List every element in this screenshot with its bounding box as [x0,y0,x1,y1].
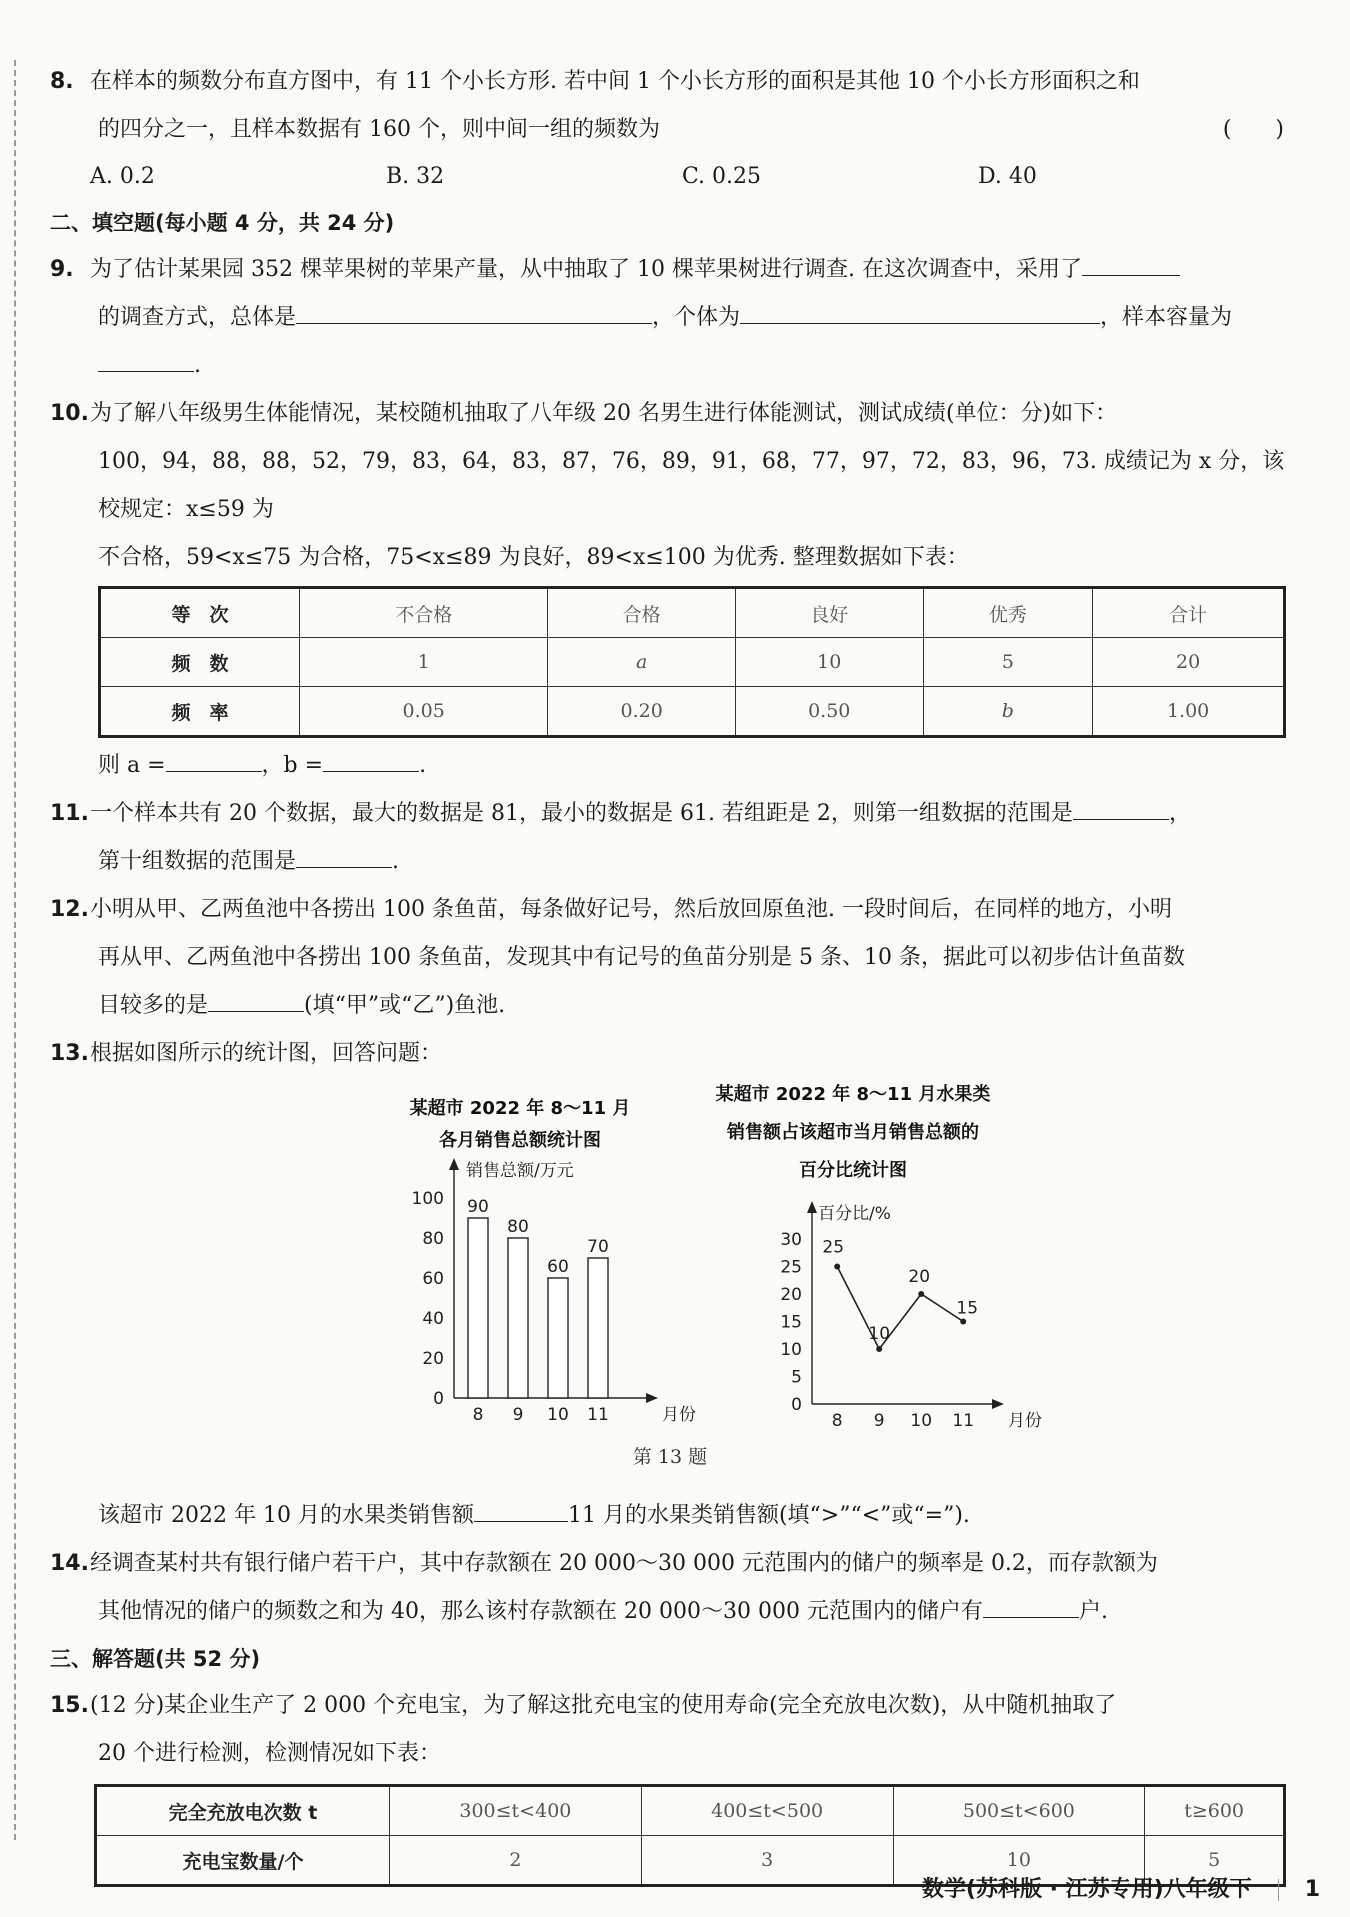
question-number: 15. [50,1693,89,1718]
data-point [918,1291,924,1297]
answer-blank[interactable] [1073,795,1169,820]
question-13 [50,1030,1290,1078]
table-cell: 合格 [548,588,736,638]
footer-subject: 数学(苏科版 · 江苏专用)八年级下 [921,1877,1252,1902]
bar-chart [370,1078,696,1458]
question-number: 14. [50,1551,89,1576]
table-cell: 300≤t<400 [390,1786,642,1836]
x-tick-label: 11 [587,1405,609,1425]
y-axis-arrow [807,1201,817,1213]
question-text: 一个样本共有 20 个数据，最大的数据是 81，最小的数据是 61. 若组距是 2，则第一组数据的范围是 [90,801,1073,826]
question-text: 第十组数据的范围是 [98,849,297,874]
question-text: 的调查方式，总体是 [98,305,297,330]
question-11-line2 [50,838,1290,886]
series-line [837,1267,963,1350]
question-text: 为了解八年级男生体能情况，某校随机抽取了八年级 20 名男生进行体能测试，测试成绩(单位：分)如下： [90,401,1118,426]
table-cell: 5 [1145,1836,1285,1886]
answer-blank[interactable] [208,987,304,1012]
question-14 [50,1540,1290,1588]
choice-options [50,154,1290,200]
bar [508,1238,528,1398]
question-11 [50,790,1290,838]
question-10-answer-line [50,742,1290,790]
question-text: (填“甲”或“乙”)鱼池. [304,993,506,1018]
data-label: 10 [868,1324,891,1344]
question-text: 小明从甲、乙两鱼池中各捞出 100 条鱼苗，每条做好记号，然后放回原鱼池. 一段时间后，在同样的地方，小明 [90,897,1172,922]
question-number: 11. [50,801,89,826]
answer-blank[interactable] [474,1497,568,1522]
table-header-row [96,1786,1285,1836]
y-tick-label: 10 [780,1340,802,1360]
table-cell: 20 [1093,638,1285,687]
y-tick-label: 30 [780,1230,802,1250]
question-9-line3 [50,342,1290,390]
question-text: 该超市 2022 年 10 月的水果类销售额 [98,1503,474,1528]
chart-title: 某超市 2022 年 8～11 月 [409,1098,631,1119]
table-cell: 400≤t<500 [641,1786,893,1836]
x-axis-label: 月份 [662,1405,696,1425]
question-number: 9. [50,257,74,282]
table-cell: 5 [923,638,1093,687]
table-cell: 等 次 [100,588,300,638]
y-tick-label: 80 [422,1229,444,1249]
section-heading: 三、解答题(共 52 分) [50,1647,261,1671]
table-cell: 优秀 [923,588,1093,638]
table-cell: 完全充放电次数 t [96,1786,390,1836]
question-text: ，b = [261,753,324,778]
x-axis-arrow [992,1399,1004,1409]
line-chart [698,1064,1042,1464]
y-tick-label: 15 [780,1312,802,1333]
question-number: 12. [50,897,89,922]
table-cell: 1 [300,638,548,687]
y-tick-label: 40 [422,1309,444,1329]
table-cell: 0.05 [300,687,548,737]
option-b: B. 32 [386,164,445,189]
question-text: 的四分之一，且样本数据有 160 个，则中间一组的频数为 [98,117,660,142]
question-number: 10. [50,401,89,426]
answer-blank[interactable] [1082,251,1180,276]
binding-rule [14,60,16,1840]
data-label: 80 [507,1217,529,1237]
data-label: 90 [467,1197,489,1217]
option-d: D. 40 [978,164,1037,189]
data-label: 25 [822,1237,845,1258]
question-12 [50,886,1290,934]
table-cell: 10 [893,1836,1145,1886]
question-text: ，样本容量为 [1100,305,1233,330]
chart-title: 各月销售总额统计图 [439,1130,601,1151]
question-text: 在样本的频数分布直方图中，有 11 个小长方形. 若中间 1 个小长方形的面积是其他 10 个小长方形面积之和 [90,69,1140,94]
bar [468,1218,488,1398]
y-tick-label: 0 [433,1389,444,1409]
x-tick-label: 9 [873,1411,885,1431]
chart-title: 百分比统计图 [799,1160,907,1181]
question-13-answer-line [50,1492,1290,1540]
data-label: 60 [547,1257,569,1277]
answer-blank[interactable] [98,347,194,372]
question-10-line2: 100，94，88，88，52，79，83，64，83，87，76，89，91，68，77，97，72，83，96，73. 成绩记为 x 分，该校规定：x≤59 为 [98,449,1285,522]
answer-blank[interactable] [296,299,652,324]
question-10-line3: 不合格，59<x≤75 为合格，75<x≤89 为良好，89<x≤100 为优秀. 整理数据如下表： [98,545,969,570]
table-cell: 3 [641,1836,893,1886]
question-number: 8. [50,69,74,94]
question-text: 经调查某村共有银行储户若干户，其中存款额在 20 000～30 000 元范围内的储户的频率是 0.2，而存款额为 [90,1551,1158,1576]
table-row [100,687,1285,737]
question-9 [50,246,1290,294]
y-tick-label: 0 [791,1395,802,1415]
x-tick-label: 8 [831,1411,843,1431]
table-cell: 频 率 [100,687,300,737]
question-text: (12 分)某企业生产了 2 000 个充电宝，为了解这批充电宝的使用寿命(完全充放电次数)，从中随机抽取了 [90,1693,1117,1718]
y-tick-label: 20 [780,1285,802,1305]
y-tick-label: 100 [411,1189,444,1209]
question-text: 为了估计某果园 352 棵苹果树的苹果产量，从中抽取了 10 棵苹果树进行调查. 在这次调查中，采用了 [90,257,1082,282]
table-cell: 0.20 [548,687,736,737]
y-tick-label: 60 [422,1269,444,1289]
option-c: C. 0.25 [682,164,762,189]
bar [588,1258,608,1398]
question-text: 11 月的水果类销售额(填“>”“<”或“=”). [567,1503,970,1528]
y-tick-label: 25 [780,1257,802,1278]
option-a: A. 0.2 [90,164,155,189]
question-14-line2 [50,1588,1290,1636]
answer-blank[interactable] [740,299,1100,324]
x-tick-label: 10 [910,1411,933,1431]
table-cell: 良好 [735,588,923,638]
table-cell: 500≤t<600 [893,1786,1145,1836]
x-tick-label: 10 [547,1405,569,1425]
answer-blank[interactable] [166,747,262,772]
question-number: 13. [50,1041,89,1066]
table-cell: t≥600 [1145,1786,1285,1836]
y-tick-label: 5 [791,1367,802,1388]
y-tick-label: 20 [422,1349,444,1369]
y-axis-label: 百分比/% [818,1204,891,1224]
x-tick-label: 9 [512,1405,524,1425]
table-cell: 0.50 [735,687,923,737]
answer-blank[interactable] [296,843,392,868]
page-number: 1 [1304,1877,1320,1902]
page-footer [922,1872,1320,1903]
question-text: 根据如图所示的统计图，回答问题： [90,1041,443,1066]
data-label: 15 [956,1298,979,1319]
table-cell: 不合格 [300,588,548,638]
footer-divider [1278,1879,1279,1901]
table-cell: 频 数 [100,638,300,687]
table-cell: 2 [390,1836,642,1886]
x-axis-label: 月份 [1008,1411,1042,1431]
grade-frequency-table [98,586,1286,738]
table-cell: b [923,687,1093,737]
x-tick-label: 11 [952,1411,975,1431]
question-text: 目较多的是 [98,993,209,1018]
x-axis-arrow [646,1393,658,1403]
question-12-line3 [50,982,1290,1030]
question-8 [50,58,1290,106]
data-point [876,1346,882,1352]
figure-caption: 第 13 题 [632,1446,708,1468]
data-point [960,1319,966,1325]
question-text: 其他情况的储户的频数之和为 40，那么该村存款额在 20 000～30 000 元范围内的储户有 [98,1599,983,1624]
question-text: 户. [1078,1599,1108,1624]
question-text: . [392,849,400,874]
question-text: ， [1168,801,1191,826]
x-tick-label: 8 [472,1405,484,1425]
question-text: . [419,753,427,778]
table-header-row [100,588,1285,638]
data-point [834,1264,840,1270]
data-label: 70 [587,1237,609,1257]
answer-blank[interactable] [323,747,419,772]
worksheet-page [50,58,1290,1887]
section-heading: 二、填空题(每小题 4 分，共 24 分) [50,211,395,235]
question-15-line2: 20 个进行检测，检测情况如下表： [98,1741,441,1766]
question-text: 则 a = [98,753,166,778]
question-15 [50,1682,1290,1730]
question-text: ，个体为 [652,305,741,330]
answer-blank[interactable] [983,1593,1079,1618]
bar [548,1278,568,1398]
question-8-line2 [50,106,1290,154]
chart-area [50,1078,1290,1498]
chart-title: 销售额占该超市当月销售总额的 [727,1122,979,1143]
y-axis-arrow [449,1158,459,1170]
question-text: . [194,353,201,378]
table-cell: a [548,638,736,687]
question-12-line2: 再从甲、乙两鱼池中各捞出 100 条鱼苗，发现其中有记号的鱼苗分别是 5 条、10 条，据此可以初步估计鱼苗数 [98,945,1185,970]
data-label: 20 [908,1267,931,1287]
chart-title: 某超市 2022 年 8～11 月水果类 [715,1084,991,1105]
y-axis-label: 销售总额/万元 [466,1161,574,1181]
table-cell: 1.00 [1093,687,1285,737]
answer-paren: ( ) [1222,117,1284,142]
table-row [100,638,1285,687]
table-cell: 10 [735,638,923,687]
question-10 [50,390,1290,438]
table-cell: 合计 [1093,588,1285,638]
table-cell: 充电宝数量/个 [96,1836,390,1886]
question-9-line2 [50,294,1290,342]
